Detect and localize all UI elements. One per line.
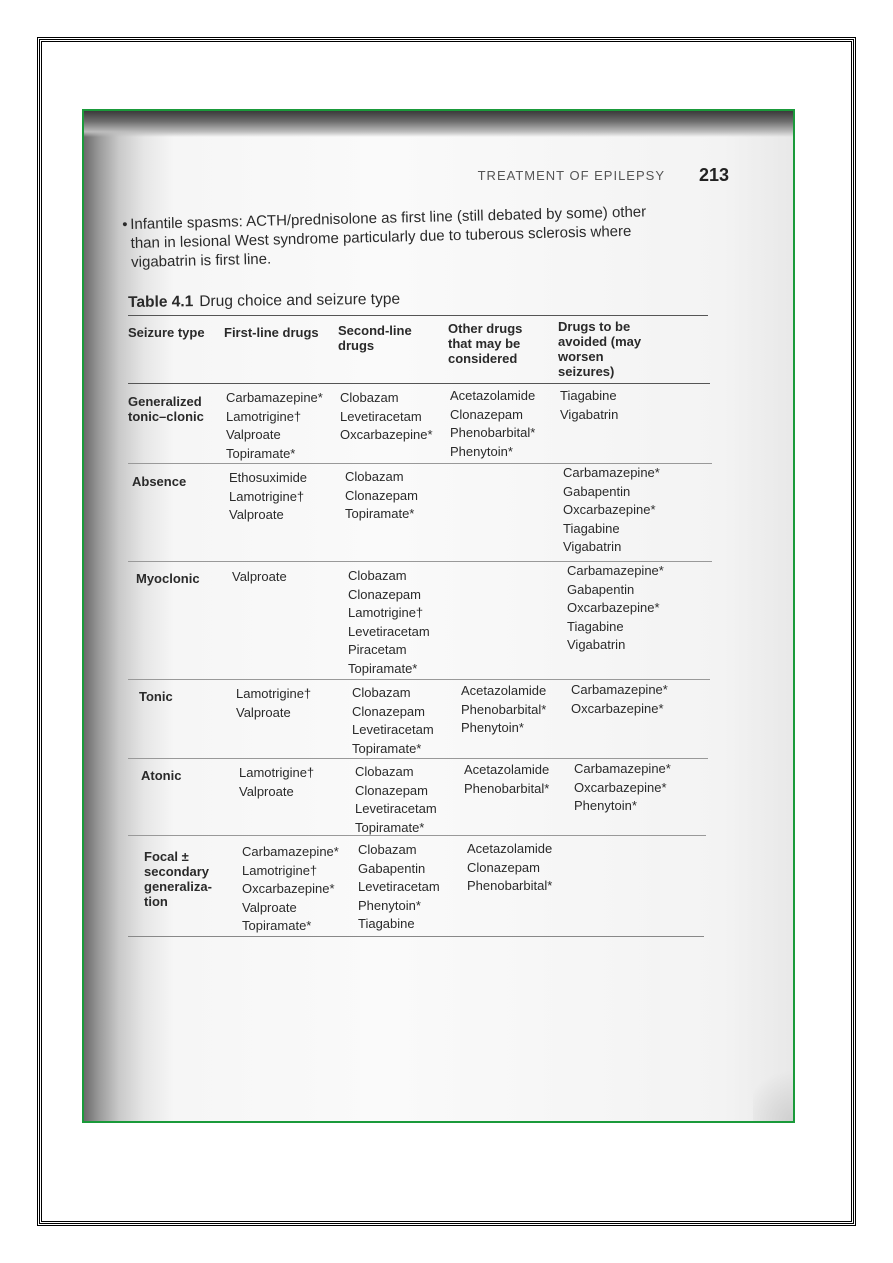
col-header-avoid: Drugs to be avoided (may worsen seizures) [558,319,642,379]
drug-name: Lamotrigine† [242,862,318,878]
drug-name: Clonazepam [355,782,428,798]
cell-avoid [574,760,671,816]
table-caption [128,291,400,312]
row-label: Myoclonic [136,571,200,586]
drug-name: Clobazam [355,764,414,779]
drug-name: Clobazam [345,469,404,484]
row-label: Tonic [139,689,173,704]
cell-second-line [348,567,430,678]
bullet-marker: • [122,216,128,234]
drug-name: Topiramate* [226,445,296,461]
drug-name: Carbamazepine* [226,390,323,405]
drug-name: Topiramate* [352,740,422,756]
drug-name: Phenobarbital* [467,878,553,893]
cell-other [461,682,546,738]
running-head: TREATMENT OF EPILEPSY [477,168,665,183]
drug-name: Phenytoin* [358,897,421,913]
drug-name: Vigabatrin [563,539,622,554]
drug-name: Phenobarbital* [450,425,536,440]
cell-second-line [340,389,433,445]
header-rule [128,383,710,384]
drug-name: Clobazam [348,568,407,583]
cell-first-line [232,568,287,587]
cell-first-line [239,764,314,801]
drug-name: Acetazolamide [450,388,536,403]
drug-name: Oxcarbazepine* [571,700,664,716]
drug-name: Carbamazepine* [574,761,671,776]
cell-other [450,387,535,461]
drug-name: Acetazolamide [464,762,550,777]
drug-name: Oxcarbazepine* [574,779,667,795]
col-header-seizure-type: Seizure type [128,325,205,340]
cell-second-line [355,763,437,837]
drug-name: Oxcarbazepine* [567,600,660,615]
scanned-page [82,109,795,1123]
cell-other [464,761,549,798]
row-divider [128,679,710,680]
cell-avoid [571,681,668,718]
drug-name: Tiagabine [358,916,415,931]
drug-name: Phenobarbital* [461,701,547,717]
drug-name: Gabapentin [567,581,635,597]
drug-name: Lamotrigine† [236,686,312,701]
table-label: Table 4.1 [128,293,194,311]
drug-name: Phenytoin* [461,720,524,735]
drug-name: Oxcarbazepine* [563,502,656,517]
drug-name: Piracetam [348,642,407,657]
row-label: Atonic [141,768,182,783]
drug-name: Levetiracetam [358,879,440,894]
drug-name: Topiramate* [348,660,418,676]
drug-name: Lamotrigine† [239,765,315,780]
cell-avoid [563,464,660,557]
cell-other [467,840,552,896]
drug-name: Levetiracetam [355,801,437,816]
drug-name: Topiramate* [345,506,415,521]
row-label: Absence [132,474,187,489]
drug-name: Clobazam [358,842,417,857]
drug-name: Clonazepam [348,586,421,602]
scan-shadow [84,111,793,137]
drug-name: Tiagabine [560,388,617,403]
drug-name: Valproate [229,507,284,522]
drug-name: Carbamazepine* [242,844,339,859]
drug-name: Phenobarbital* [464,780,550,796]
table-bottom-rule [128,936,704,937]
drug-name: Gabapentin [563,483,631,499]
drug-name: Levetiracetam [340,408,422,424]
drug-name: Valproate [236,704,291,720]
drug-name: Oxcarbazepine* [242,881,335,896]
row-divider [128,758,708,759]
drug-name: Oxcarbazepine* [340,427,433,442]
bullet-paragraph [122,202,651,272]
drug-name: Carbamazepine* [563,465,660,480]
drug-name: Clobazam [352,685,411,700]
drug-name: Ethosuximide [229,470,308,485]
cell-avoid [567,562,664,655]
drug-name: Gabapentin [358,860,426,876]
cell-second-line [358,841,440,934]
table-top-rule [128,315,708,316]
row-label: Generalized tonic–clonic [128,394,204,424]
cell-second-line [352,684,434,758]
col-header-other: Other drugs that may be considered [448,321,523,366]
drug-name: Topiramate* [242,918,312,933]
drug-name: Tiagabine [563,520,620,536]
cell-first-line [242,843,339,936]
drug-name: Lamotrigine† [348,605,424,620]
table-title: Drug choice and seizure type [199,290,401,311]
drug-name: Vigabatrin [567,637,626,652]
cell-second-line [345,468,418,524]
drug-name: Topiramate* [355,819,425,835]
drug-name: Levetiracetam [352,722,434,737]
drug-name: Valproate [226,427,281,442]
drug-name: Phenytoin* [450,443,513,459]
drug-name: Clobazam [340,390,399,405]
drug-name: Acetazolamide [467,841,553,856]
drug-name: Carbamazepine* [567,563,664,578]
drug-name: Valproate [232,569,287,584]
drug-name: Lamotrigine† [229,488,305,504]
drug-name: Clonazepam [352,703,425,719]
drug-name: Clonazepam [450,406,523,422]
row-label: Focal ± secondary generaliza-tion [144,849,212,909]
row-divider [128,835,706,836]
drug-name: Valproate [242,899,297,915]
drug-name: Levetiracetam [348,623,430,639]
drug-name: Clonazepam [467,859,540,875]
cell-first-line [236,685,311,722]
drug-name: Acetazolamide [461,683,547,698]
cell-first-line [226,389,323,463]
page-corner-shadow [753,1061,793,1121]
page-number: 213 [698,165,729,185]
cell-first-line [229,469,307,525]
drug-name: Vigabatrin [560,406,619,422]
drug-name: Lamotrigine† [226,408,302,424]
drug-name: Tiagabine [567,618,624,634]
drug-name: Valproate [239,783,294,799]
cell-avoid [560,387,618,424]
drug-name: Phenytoin* [574,798,637,813]
col-header-second-line: Second-line drugs [338,323,412,353]
drug-name: Clonazepam [345,487,418,503]
drug-name: Carbamazepine* [571,682,668,697]
bullet-text: Infantile spasms: ACTH/prednisolone as first line (still debated by some) other than in lesional West syndrome particularly due to tuberous sclerosis where vigabatrin is first line. [130,203,647,271]
col-header-first-line: First-line drugs [224,325,319,340]
